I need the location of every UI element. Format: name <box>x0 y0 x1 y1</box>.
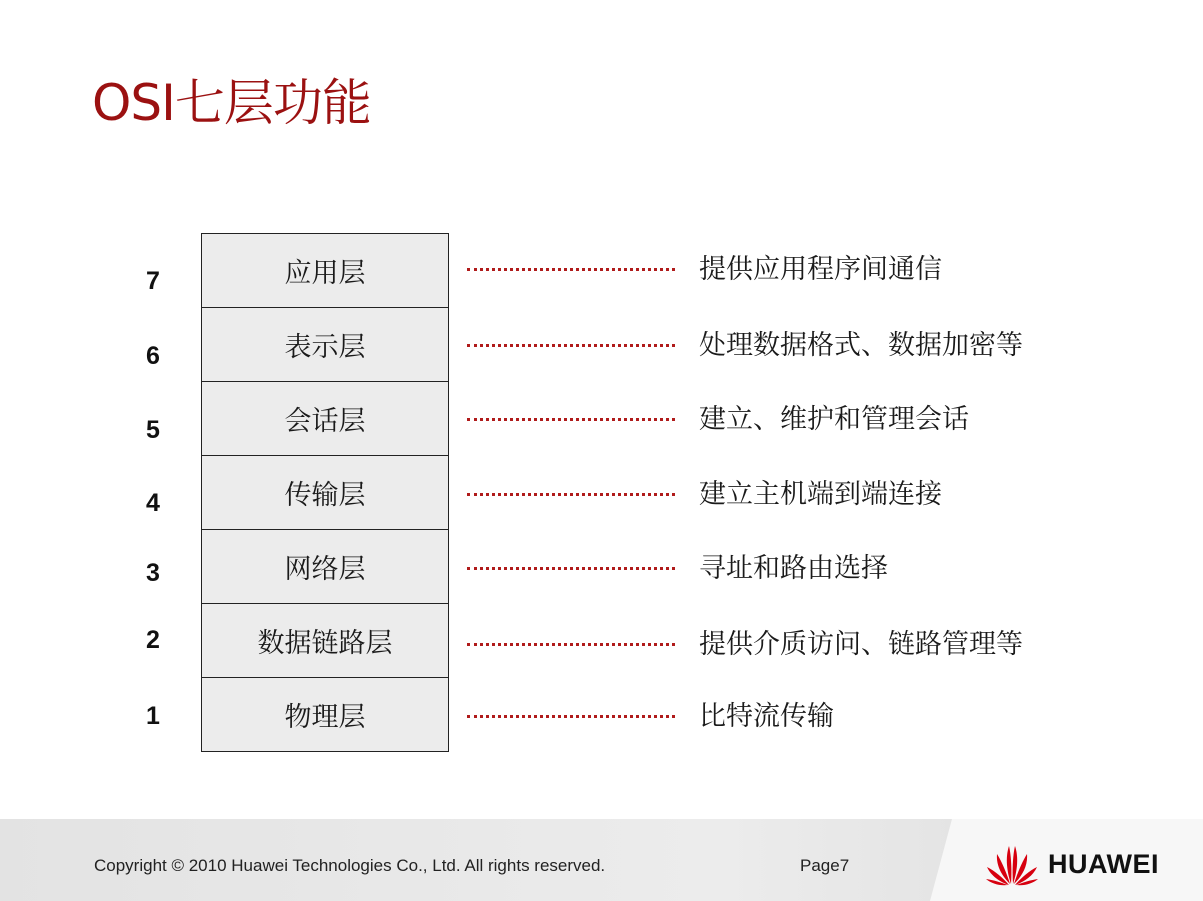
connector-line <box>467 643 675 646</box>
layer-number-4: 4 <box>146 489 160 517</box>
layer-description-3: 寻址和路由选择 <box>699 553 888 584</box>
layer-number-7: 7 <box>146 267 160 295</box>
layer-number-6: 6 <box>146 342 160 370</box>
connector-line <box>467 493 675 496</box>
layer-number-1: 1 <box>146 702 160 730</box>
layer-box-transport: 传输层 <box>202 456 448 530</box>
osi-layer-stack <box>201 233 449 752</box>
layer-number-5: 5 <box>146 416 160 444</box>
page-number: Page7 <box>800 856 850 875</box>
layer-description-2: 提供介质访问、链路管理等 <box>699 629 1023 660</box>
layer-box-data-link: 数据链路层 <box>202 604 448 678</box>
layer-box-session: 会话层 <box>202 382 448 456</box>
layer-description-1: 比特流传输 <box>699 701 834 732</box>
huawei-logo-text: HUAWEI <box>1048 848 1159 879</box>
huawei-petal-logo-icon <box>984 842 1040 886</box>
layer-description-7: 提供应用程序间通信 <box>699 254 942 285</box>
layer-description-6: 处理数据格式、数据加密等 <box>699 330 1023 361</box>
layer-box-physical: 物理层 <box>202 678 448 752</box>
layer-box-application: 应用层 <box>202 234 448 308</box>
layer-description-5: 建立、维护和管理会话 <box>699 404 969 435</box>
connector-line <box>467 418 675 421</box>
layer-box-network: 网络层 <box>202 530 448 604</box>
connector-line <box>467 344 675 347</box>
layer-description-4: 建立主机端到端连接 <box>699 479 942 510</box>
huawei-logo <box>984 842 1164 886</box>
layer-number-2: 2 <box>146 626 160 654</box>
copyright-text: Copyright © 2010 Huawei Technologies Co., Ltd. All rights reserved. <box>94 856 606 875</box>
connector-line <box>467 715 675 718</box>
layer-number-3: 3 <box>146 559 160 587</box>
connector-line <box>467 268 675 271</box>
connector-line <box>467 567 675 570</box>
slide-title: OSI七层功能 <box>92 74 371 132</box>
layer-box-presentation: 表示层 <box>202 308 448 382</box>
